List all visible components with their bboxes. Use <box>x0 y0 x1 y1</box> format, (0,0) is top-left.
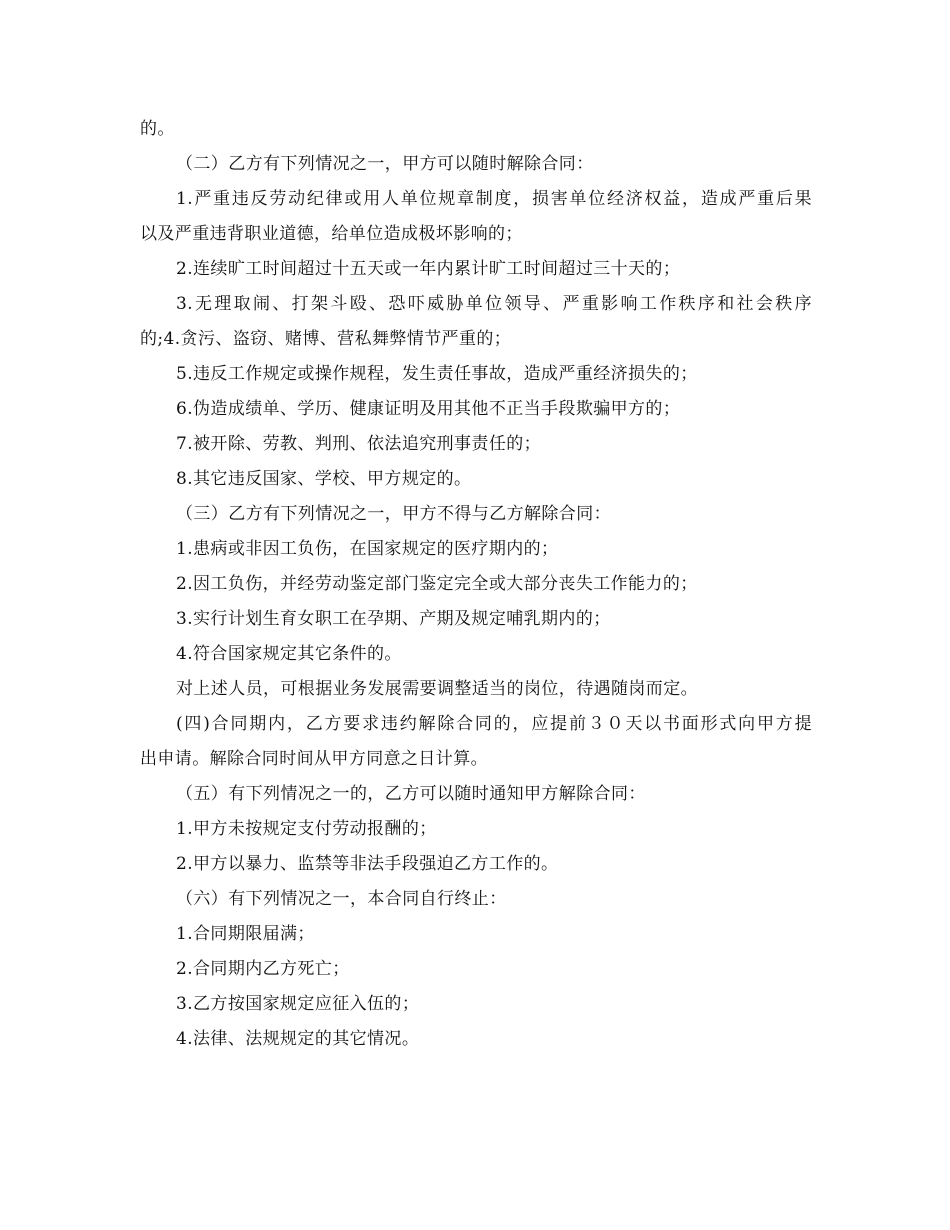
clause-2-2: 2.连续旷工时间超过十五天或一年内累计旷工时间超过三十天的； <box>176 259 681 279</box>
clause-2-1-continued: 以及严重违背职业道德，给单位造成极坏影响的； <box>140 224 523 244</box>
clause-5-1: 1.甲方未按规定支付劳动报酬的； <box>176 819 437 839</box>
clause-2-7: 7.被开除、劳教、判刑、依法追究刑事责任的； <box>176 434 542 454</box>
section-heading-4: (四)合同期内，乙方要求违约解除合同的，应提前３０天以书面形式向甲方提 <box>176 714 812 734</box>
clause-2-3-continued: 的;4.贪污、盗窃、赌博、营私舞弊情节严重的； <box>140 329 512 349</box>
section-heading-5: （五）有下列情况之一的，乙方可以随时通知甲方解除合同： <box>176 784 646 804</box>
section-heading-6: （六）有下列情况之一，本合同自行终止： <box>176 889 507 909</box>
clause-2-3: 3.无理取闹、打架斗殴、恐吓威胁单位领导、严重影响工作秩序和社会秩序 <box>176 294 812 314</box>
clause-6-2: 2.合同期内乙方死亡； <box>176 959 350 979</box>
document-body <box>140 112 812 1057</box>
clause-6-4: 4.法律、法规规定的其它情况。 <box>176 1029 420 1049</box>
section-heading-3: （三）乙方有下列情况之一，甲方不得与乙方解除合同： <box>176 504 611 524</box>
clause-2-5: 5.违反工作规定或操作规程，发生责任事故，造成严重经济损失的； <box>176 364 698 384</box>
section-4-continued: 出申请。解除合同时间从甲方同意之日计算。 <box>140 749 488 769</box>
clause-3-note: 对上述人员，可根据业务发展需要调整适当的岗位，待遇随岗而定。 <box>176 679 698 699</box>
clause-3-2: 2.因工负伤，并经劳动鉴定部门鉴定完全或大部分丧失工作能力的； <box>176 574 698 594</box>
clause-2-6: 6.伪造成绩单、学历、健康证明及用其他不正当手段欺骗甲方的； <box>176 399 681 419</box>
clause-6-1: 1.合同期限届满； <box>176 924 315 944</box>
clause-2-8: 8.其它违反国家、学校、甲方规定的。 <box>176 469 472 489</box>
section-heading-2: （二）乙方有下列情况之一，甲方可以随时解除合同： <box>176 154 594 174</box>
clause-5-2: 2.甲方以暴力、监禁等非法手段强迫乙方工作的。 <box>176 854 559 874</box>
clause-3-1: 1.患病或非因工负伤，在国家规定的医疗期内的； <box>176 539 559 559</box>
clause-6-3: 3.乙方按国家规定应征入伍的； <box>176 994 420 1014</box>
clause-2-1: 1.严重违反劳动纪律或用人单位规章制度，损害单位经济权益，造成严重后果 <box>176 189 812 209</box>
text-line-continuation: 的。 <box>140 119 175 139</box>
clause-3-4: 4.符合国家规定其它条件的。 <box>176 644 402 664</box>
clause-3-3: 3.实行计划生育女职工在孕期、产期及规定哺乳期内的； <box>176 609 611 629</box>
